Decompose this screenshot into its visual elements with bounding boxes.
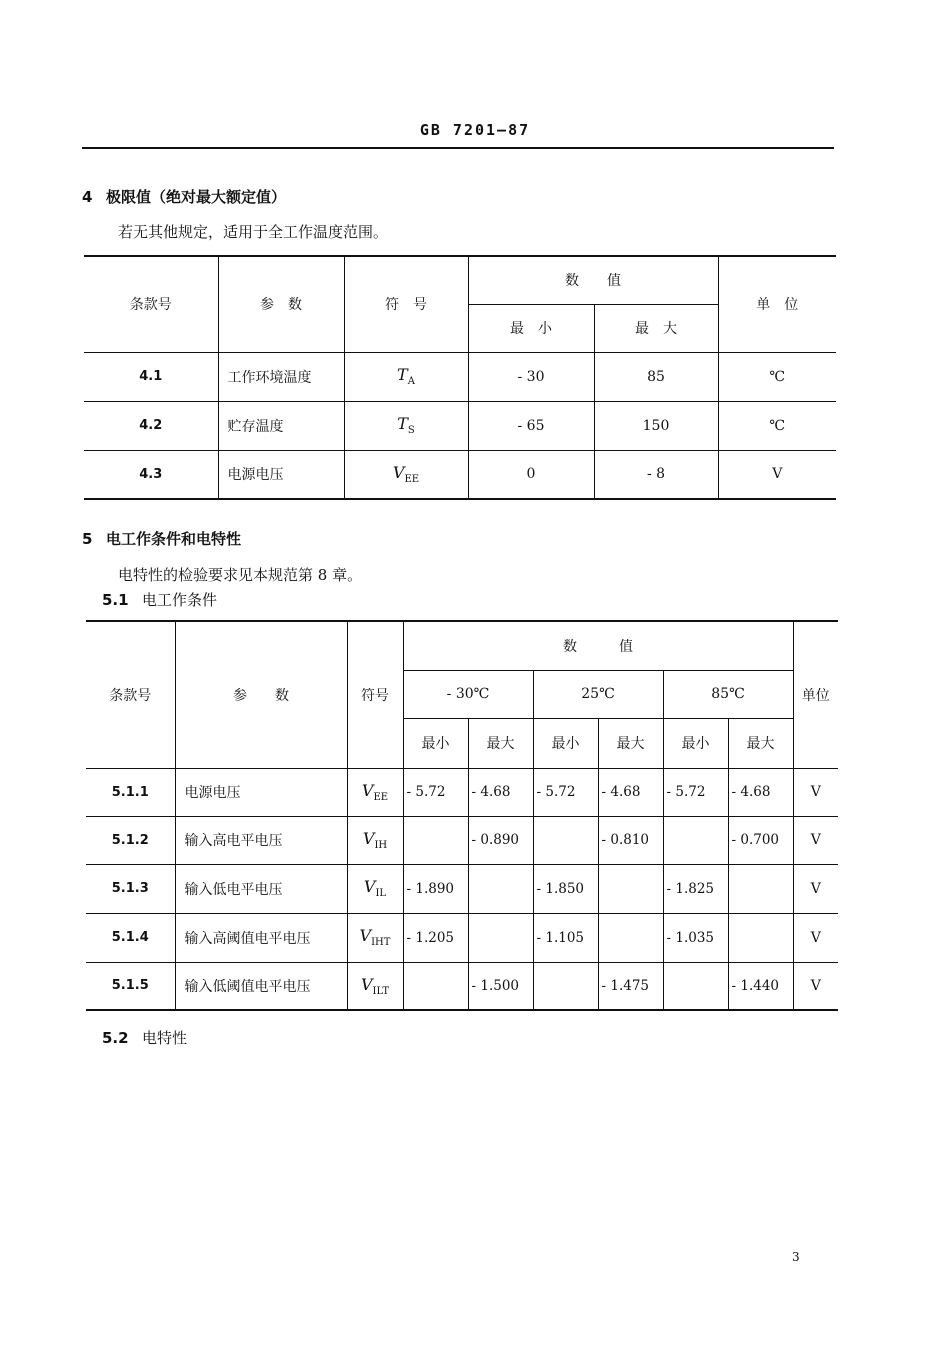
page-number: 3: [792, 1250, 800, 1264]
clause-cell: 5.1.4: [86, 913, 175, 962]
symbol-cell: $V_{ILT}$: [347, 962, 403, 1010]
param-cell: 输入低电平电压: [175, 864, 347, 913]
header-clause: 条款号: [86, 621, 175, 768]
header-min: 最小: [663, 718, 728, 768]
unit-cell: V: [718, 450, 836, 499]
header-min: 最 小: [468, 304, 594, 352]
unit-cell: V: [793, 768, 838, 816]
value-cell: [663, 816, 728, 864]
header-rule: [82, 147, 834, 149]
header-temp-minus30: - 30℃: [403, 670, 533, 718]
max-cell: - 8: [594, 450, 718, 499]
value-cell: - 1.105: [533, 913, 598, 962]
header-param: 参 数: [175, 621, 347, 768]
value-cell: - 0.890: [468, 816, 533, 864]
header-max: 最 大: [594, 304, 718, 352]
header-temp-25: 25℃: [533, 670, 663, 718]
clause-cell: 5.1.5: [86, 962, 175, 1010]
value-cell: [598, 864, 663, 913]
unit-cell: V: [793, 913, 838, 962]
max-cell: 85: [594, 352, 718, 401]
symbol-cell: $V_{EE}$: [347, 768, 403, 816]
value-cell: - 5.72: [403, 768, 468, 816]
symbol-cell: $T_S$: [344, 401, 468, 450]
symbol-cell: $V_{IL}$: [347, 864, 403, 913]
operating-conditions-table: [86, 620, 838, 1011]
table-row: [84, 450, 836, 499]
header-min: 最小: [533, 718, 598, 768]
table-row: [86, 913, 838, 962]
param-cell: 电源电压: [175, 768, 347, 816]
subsection-title: 电特性: [142, 1029, 188, 1047]
header-values: 数 值: [468, 256, 718, 304]
param-cell: 输入高电平电压: [175, 816, 347, 864]
header-max: 最大: [598, 718, 663, 768]
min-cell: - 65: [468, 401, 594, 450]
header-min: 最小: [403, 718, 468, 768]
clause-cell: 4.2: [84, 401, 218, 450]
value-cell: [663, 962, 728, 1010]
document-header-title: GB 7201—87: [419, 121, 531, 139]
header-unit: 单位: [793, 621, 838, 768]
unit-cell: V: [793, 962, 838, 1010]
value-cell: - 5.72: [533, 768, 598, 816]
value-cell: - 1.500: [468, 962, 533, 1010]
value-cell: [598, 913, 663, 962]
value-cell: - 4.68: [728, 768, 793, 816]
symbol-cell: $V_{IHT}$: [347, 913, 403, 962]
header-temp-85: 85℃: [663, 670, 793, 718]
subsection-title: 电工作条件: [142, 591, 218, 609]
value-cell: - 4.68: [598, 768, 663, 816]
header-values: 数 值: [403, 621, 793, 670]
section-4-note: 若无其他规定，适用于全工作温度范围。: [118, 223, 389, 241]
param-cell: 贮存温度: [218, 401, 344, 450]
clause-cell: 5.1.3: [86, 864, 175, 913]
subsection-number: 5.1: [102, 591, 129, 609]
table-row: [86, 962, 838, 1010]
subsection-5-1-heading: [102, 589, 217, 610]
header-max: 最大: [728, 718, 793, 768]
value-cell: [403, 816, 468, 864]
param-cell: 工作环境温度: [218, 352, 344, 401]
param-cell: 输入高阈值电平电压: [175, 913, 347, 962]
table-row: [86, 768, 838, 816]
value-cell: [533, 816, 598, 864]
value-cell: - 1.890: [403, 864, 468, 913]
value-cell: - 1.825: [663, 864, 728, 913]
value-cell: - 1.205: [403, 913, 468, 962]
value-cell: [468, 913, 533, 962]
value-cell: [533, 962, 598, 1010]
value-cell: - 4.68: [468, 768, 533, 816]
unit-cell: ℃: [718, 401, 836, 450]
value-cell: [728, 913, 793, 962]
table-row: [86, 816, 838, 864]
header-max: 最大: [468, 718, 533, 768]
section-number: 4: [82, 188, 93, 206]
unit-cell: V: [793, 816, 838, 864]
value-cell: - 1.850: [533, 864, 598, 913]
header-symbol: 符 号: [344, 256, 468, 352]
subsection-number: 5.2: [102, 1029, 129, 1047]
header-unit: 单 位: [718, 256, 836, 352]
min-cell: - 30: [468, 352, 594, 401]
value-cell: - 5.72: [663, 768, 728, 816]
limits-table: [84, 255, 836, 500]
unit-cell: V: [793, 864, 838, 913]
table-row: [86, 864, 838, 913]
symbol-cell: $V_{EE}$: [344, 450, 468, 499]
clause-cell: 4.3: [84, 450, 218, 499]
value-cell: - 1.035: [663, 913, 728, 962]
section-5-note: 电特性的检验要求见本规范第 8 章。: [118, 566, 363, 584]
clause-cell: 4.1: [84, 352, 218, 401]
clause-cell: 5.1.2: [86, 816, 175, 864]
param-cell: 电源电压: [218, 450, 344, 499]
header-clause: 条款号: [84, 256, 218, 352]
max-cell: 150: [594, 401, 718, 450]
subsection-5-2-heading: [102, 1027, 187, 1048]
section-4-heading: [82, 186, 286, 207]
min-cell: 0: [468, 450, 594, 499]
value-cell: [728, 864, 793, 913]
table-row: [84, 401, 836, 450]
unit-cell: ℃: [718, 352, 836, 401]
header-param: 参 数: [218, 256, 344, 352]
value-cell: - 0.810: [598, 816, 663, 864]
header-symbol: 符号: [347, 621, 403, 768]
value-cell: - 1.475: [598, 962, 663, 1010]
param-cell: 输入低阈值电平电压: [175, 962, 347, 1010]
section-number: 5: [82, 530, 93, 548]
value-cell: [468, 864, 533, 913]
section-title: 极限值（绝对最大额定值）: [106, 188, 287, 206]
section-title: 电工作条件和电特性: [106, 530, 242, 548]
symbol-cell: $V_{IH}$: [347, 816, 403, 864]
value-cell: - 0.700: [728, 816, 793, 864]
symbol-cell: $T_A$: [344, 352, 468, 401]
table-row: [84, 352, 836, 401]
section-5-heading: [82, 528, 241, 549]
value-cell: [403, 962, 468, 1010]
value-cell: - 1.440: [728, 962, 793, 1010]
clause-cell: 5.1.1: [86, 768, 175, 816]
